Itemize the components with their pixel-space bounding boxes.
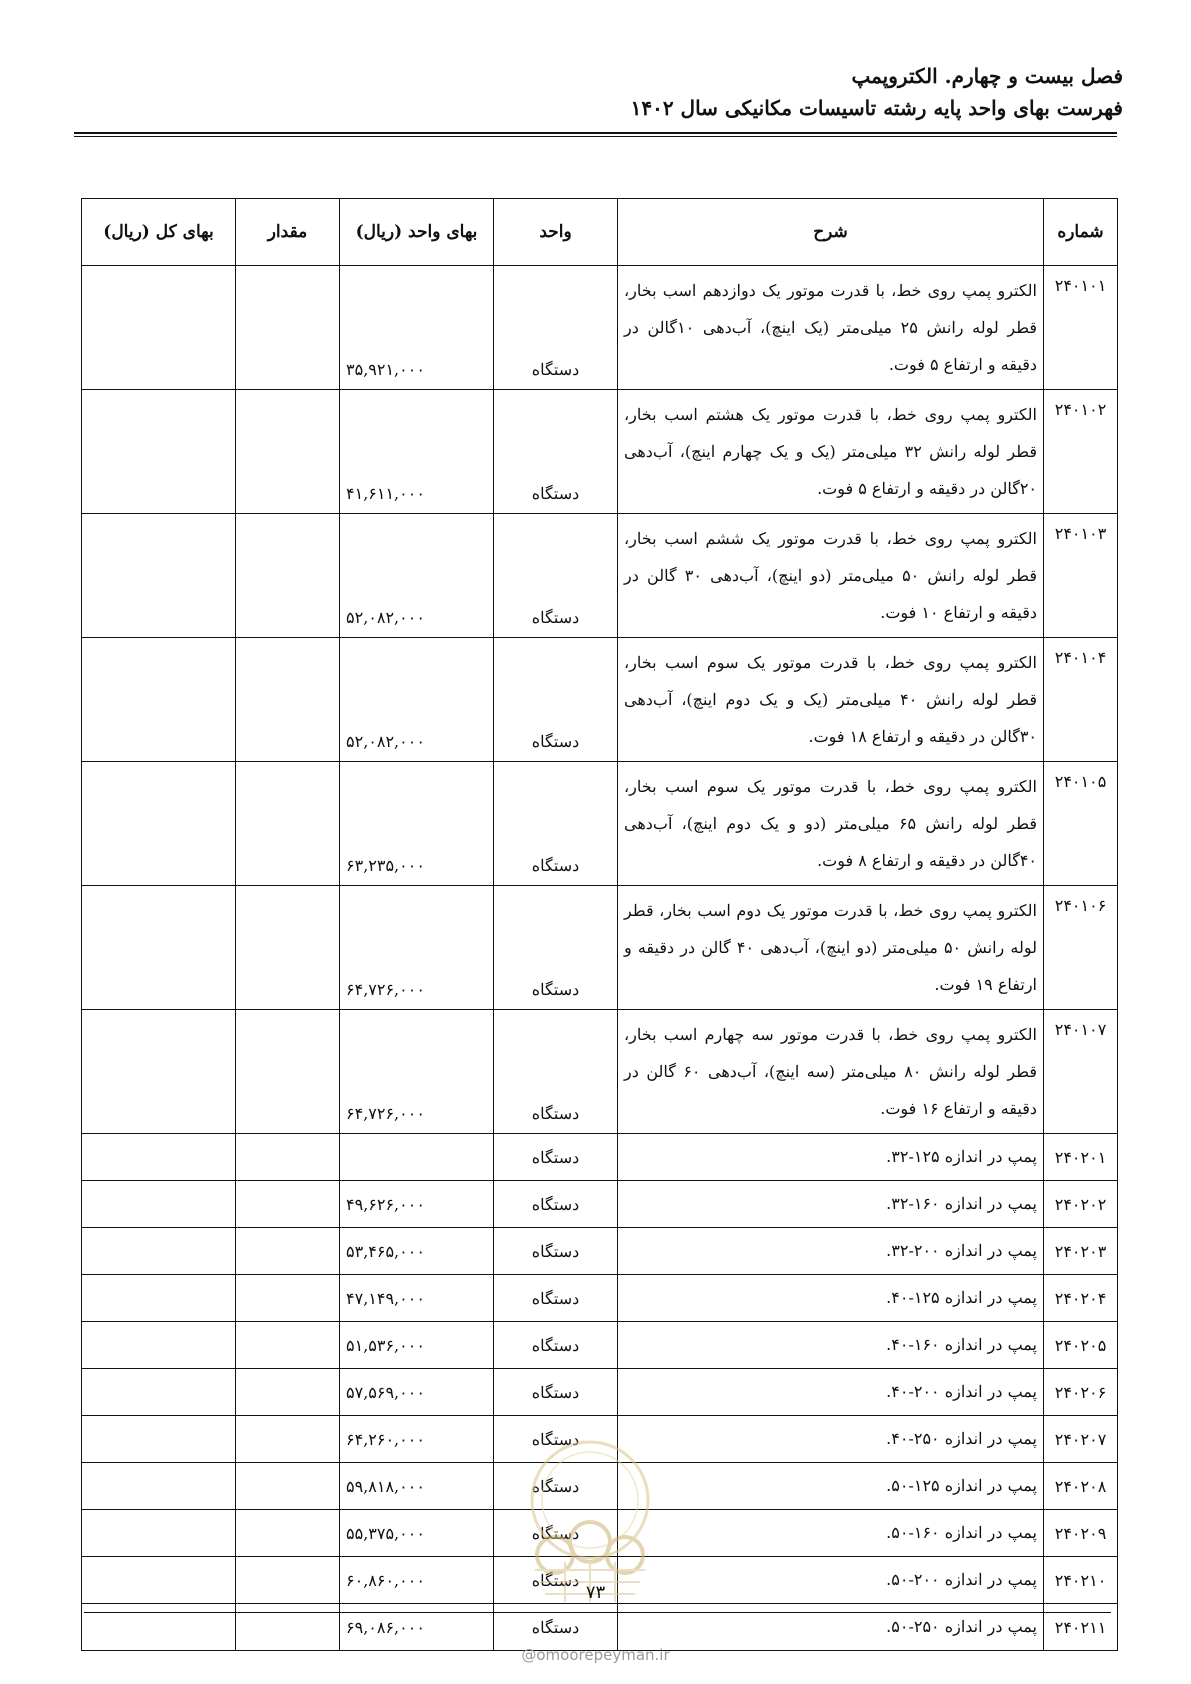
table-row	[82, 390, 1118, 514]
item-number: ۲۴۰۲۰۲	[1044, 1181, 1118, 1228]
item-number: ۲۴۰۲۰۷	[1044, 1416, 1118, 1463]
item-unit-price: ۴۷,۱۴۹,۰۰۰	[340, 1275, 494, 1322]
table-row	[82, 1228, 1118, 1275]
item-unit: دستگاه	[494, 1228, 618, 1275]
item-total-price	[82, 514, 236, 638]
item-total-price	[82, 1463, 236, 1510]
item-unit-price: ۶۴,۲۶۰,۰۰۰	[340, 1416, 494, 1463]
item-unit-price: ۵۱,۵۳۶,۰۰۰	[340, 1322, 494, 1369]
item-number: ۲۴۰۲۰۴	[1044, 1275, 1118, 1322]
header-unit-price: بهای واحد (ریال)	[340, 199, 494, 266]
header-unit: واحد	[494, 199, 618, 266]
item-quantity	[236, 1134, 340, 1181]
table-row	[82, 638, 1118, 762]
item-total-price	[82, 1181, 236, 1228]
item-number: ۲۴۰۱۰۶	[1044, 886, 1118, 1010]
item-description: پمپ در اندازه ۱۶۰-۵۰.	[618, 1510, 1044, 1557]
item-description: پمپ در اندازه ۲۵۰-۵۰.	[618, 1604, 1044, 1651]
item-quantity	[236, 390, 340, 514]
item-quantity	[236, 1416, 340, 1463]
item-description: پمپ در اندازه ۱۲۵-۵۰.	[618, 1463, 1044, 1510]
item-quantity	[236, 1510, 340, 1557]
item-unit-price	[340, 1134, 494, 1181]
item-unit-price: ۴۹,۶۲۶,۰۰۰	[340, 1181, 494, 1228]
header-rule-thin	[74, 136, 1117, 137]
item-unit: دستگاه	[494, 1416, 618, 1463]
item-total-price	[82, 1010, 236, 1134]
item-quantity	[236, 1010, 340, 1134]
item-total-price	[82, 266, 236, 390]
item-description: الکترو پمپ روی خط، با قدرت موتور یک ششم اسب بخار، قطر لوله رانش ۵۰ میلی‌متر (دو اینچ)، آب‌دهی ۳۰ گالن در دقیقه و ارتفاع ۱۰ فوت.	[618, 514, 1044, 638]
item-unit-price: ۴۱,۶۱۱,۰۰۰	[340, 390, 494, 514]
item-unit: دستگاه	[494, 1369, 618, 1416]
item-total-price	[82, 638, 236, 762]
table-row	[82, 1134, 1118, 1181]
item-quantity	[236, 886, 340, 1010]
header-total-price: بهای کل (ریال)	[82, 199, 236, 266]
item-unit: دستگاه	[494, 1510, 618, 1557]
item-number: ۲۴۰۲۰۱	[1044, 1134, 1118, 1181]
header-quantity: مقدار	[236, 199, 340, 266]
item-number: ۲۴۰۲۱۱	[1044, 1604, 1118, 1651]
item-unit: دستگاه	[494, 1322, 618, 1369]
item-description: پمپ در اندازه ۲۵۰-۴۰.	[618, 1416, 1044, 1463]
item-unit: دستگاه	[494, 1275, 618, 1322]
item-description: الکترو پمپ روی خط، با قدرت موتور یک دوازدهم اسب بخار، قطر لوله رانش ۲۵ میلی‌متر (یک اینچ)، آب‌دهی ۱۰گالن در دقیقه و ارتفاع ۵ فوت.	[618, 266, 1044, 390]
item-unit: دستگاه	[494, 762, 618, 886]
item-total-price	[82, 1604, 236, 1651]
footer-rule	[84, 1612, 1111, 1613]
table-row	[82, 1369, 1118, 1416]
item-total-price	[82, 1275, 236, 1322]
item-quantity	[236, 1322, 340, 1369]
item-unit: دستگاه	[494, 1134, 618, 1181]
item-quantity	[236, 266, 340, 390]
chapter-title: فصل بیست و چهارم. الکتروپمپ	[851, 64, 1123, 88]
item-description: الکترو پمپ روی خط، با قدرت موتور سه چهارم اسب بخار، قطر لوله رانش ۸۰ میلی‌متر (سه اینچ)، آب‌دهی ۶۰ گالن در دقیقه و ارتفاع ۱۶ فوت.	[618, 1010, 1044, 1134]
item-number: ۲۴۰۱۰۵	[1044, 762, 1118, 886]
item-number: ۲۴۰۱۰۱	[1044, 266, 1118, 390]
table-row	[82, 1275, 1118, 1322]
table-row	[82, 266, 1118, 390]
item-quantity	[236, 1275, 340, 1322]
table-row	[82, 762, 1118, 886]
item-quantity	[236, 1369, 340, 1416]
item-number: ۲۴۰۲۰۳	[1044, 1228, 1118, 1275]
item-unit-price: ۵۵,۳۷۵,۰۰۰	[340, 1510, 494, 1557]
header-number: شماره	[1044, 199, 1118, 266]
price-list-title: فهرست بهای واحد پایه رشته تاسیسات مکانیکی سال ۱۴۰۲	[630, 96, 1123, 120]
item-total-price	[82, 1134, 236, 1181]
table-row	[82, 514, 1118, 638]
item-quantity	[236, 762, 340, 886]
item-unit-price: ۶۴,۷۲۶,۰۰۰	[340, 1010, 494, 1134]
item-number: ۲۴۰۲۰۶	[1044, 1369, 1118, 1416]
watermark-text: @omoorepeyman.ir	[521, 1646, 670, 1664]
item-unit: دستگاه	[494, 1181, 618, 1228]
item-description: پمپ در اندازه ۱۲۵-۴۰.	[618, 1275, 1044, 1322]
page-number: ۷۳	[585, 1582, 606, 1603]
item-unit-price: ۶۹,۰۸۶,۰۰۰	[340, 1604, 494, 1651]
item-quantity	[236, 1604, 340, 1651]
table-row	[82, 1181, 1118, 1228]
item-unit-price: ۵۳,۴۶۵,۰۰۰	[340, 1228, 494, 1275]
item-unit-price: ۵۷,۵۶۹,۰۰۰	[340, 1369, 494, 1416]
item-total-price	[82, 1228, 236, 1275]
item-total-price	[82, 1510, 236, 1557]
header-description: شرح	[618, 199, 1044, 266]
item-total-price	[82, 1369, 236, 1416]
item-description: پمپ در اندازه ۱۶۰-۴۰.	[618, 1322, 1044, 1369]
item-unit: دستگاه	[494, 1463, 618, 1510]
item-quantity	[236, 514, 340, 638]
item-description: الکترو پمپ روی خط، با قدرت موتور یک سوم اسب بخار، قطر لوله رانش ۴۰ میلی‌متر (یک و یک دوم اینچ)، آب‌دهی ۳۰گالن در دقیقه و ارتفاع ۱۸ فوت.	[618, 638, 1044, 762]
item-description: الکترو پمپ روی خط، با قدرت موتور یک هشتم اسب بخار، قطر لوله رانش ۳۲ میلی‌متر (یک و یک چهارم اینچ)، آب‌دهی ۲۰گالن در دقیقه و ارتفاع ۵ فوت.	[618, 390, 1044, 514]
item-number: ۲۴۰۲۰۸	[1044, 1463, 1118, 1510]
item-unit: دستگاه	[494, 1010, 618, 1134]
item-number: ۲۴۰۱۰۷	[1044, 1010, 1118, 1134]
item-description: پمپ در اندازه ۲۰۰-۵۰.	[618, 1557, 1044, 1604]
item-quantity	[236, 1181, 340, 1228]
item-description: پمپ در اندازه ۲۰۰-۳۲.	[618, 1228, 1044, 1275]
item-description: پمپ در اندازه ۱۶۰-۳۲.	[618, 1181, 1044, 1228]
item-number: ۲۴۰۲۱۰	[1044, 1557, 1118, 1604]
item-total-price	[82, 390, 236, 514]
item-quantity	[236, 1463, 340, 1510]
header-rule-thick	[74, 132, 1117, 134]
item-number: ۲۴۰۲۰۵	[1044, 1322, 1118, 1369]
item-description: الکترو پمپ روی خط، با قدرت موتور یک دوم اسب بخار، قطر لوله رانش ۵۰ میلی‌متر (دو اینچ)، آب‌دهی ۴۰ گالن در دقیقه و ارتفاع ۱۹ فوت.	[618, 886, 1044, 1010]
table-row	[82, 1322, 1118, 1369]
item-quantity	[236, 638, 340, 762]
item-unit: دستگاه	[494, 266, 618, 390]
item-unit-price: ۵۲,۰۸۲,۰۰۰	[340, 514, 494, 638]
item-unit-price: ۶۰,۸۶۰,۰۰۰	[340, 1557, 494, 1604]
table-row	[82, 886, 1118, 1010]
item-unit: دستگاه	[494, 1604, 618, 1651]
item-unit: دستگاه	[494, 1557, 618, 1604]
item-total-price	[82, 1322, 236, 1369]
item-total-price	[82, 762, 236, 886]
item-total-price	[82, 1416, 236, 1463]
item-unit-price: ۵۹,۸۱۸,۰۰۰	[340, 1463, 494, 1510]
table-header-row	[82, 199, 1118, 266]
item-total-price	[82, 886, 236, 1010]
item-unit: دستگاه	[494, 390, 618, 514]
item-number: ۲۴۰۲۰۹	[1044, 1510, 1118, 1557]
item-unit-price: ۶۴,۷۲۶,۰۰۰	[340, 886, 494, 1010]
page-header	[63, 60, 1123, 124]
item-number: ۲۴۰۱۰۲	[1044, 390, 1118, 514]
table-row	[82, 1010, 1118, 1134]
item-unit: دستگاه	[494, 514, 618, 638]
table-row	[82, 1604, 1118, 1651]
item-unit: دستگاه	[494, 886, 618, 1010]
item-unit-price: ۵۲,۰۸۲,۰۰۰	[340, 638, 494, 762]
item-unit-price: ۶۳,۲۳۵,۰۰۰	[340, 762, 494, 886]
item-number: ۲۴۰۱۰۴	[1044, 638, 1118, 762]
item-quantity	[236, 1228, 340, 1275]
item-unit-price: ۳۵,۹۲۱,۰۰۰	[340, 266, 494, 390]
item-description: پمپ در اندازه ۲۰۰-۴۰.	[618, 1369, 1044, 1416]
item-number: ۲۴۰۱۰۳	[1044, 514, 1118, 638]
item-description: پمپ در اندازه ۱۲۵-۳۲.	[618, 1134, 1044, 1181]
item-unit: دستگاه	[494, 638, 618, 762]
item-description: الکترو پمپ روی خط، با قدرت موتور یک سوم اسب بخار، قطر لوله رانش ۶۵ میلی‌متر (دو و یک دوم اینچ)، آب‌دهی ۴۰گالن در دقیقه و ارتفاع ۸ فوت.	[618, 762, 1044, 886]
